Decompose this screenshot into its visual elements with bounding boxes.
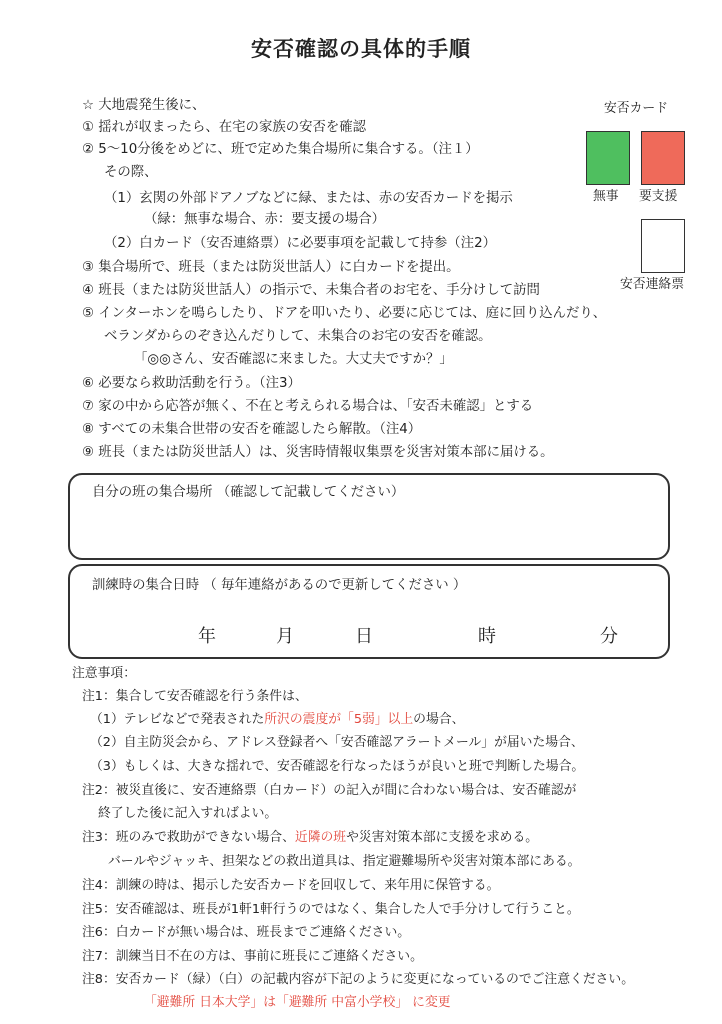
note-1-condition-1 [90, 711, 464, 728]
year-label: 年 [198, 626, 216, 647]
green-safety-card [586, 131, 630, 185]
step-4: ④ 班長（または防災世話人）の指示で、未集合者のお宅を、手分けして訪問 [82, 283, 540, 298]
minute-label: 分 [600, 626, 618, 647]
note-6: 注6：白カードが無い場合は、班長までご連絡ください。 [82, 925, 411, 940]
drill-datetime-label: 訓練時の集合日時 （ 毎年連絡があるので更新してください ） [92, 578, 467, 593]
step-8: ⑧ すべての未集合世帯の安否を確認したら解散。（注4） [82, 422, 422, 437]
note-4: 注4：訓練の時は、掲示した安否カードを回収して、来年用に保管する。 [82, 878, 500, 893]
red-card-label: 要支援 [639, 189, 678, 204]
month-label: 月 [276, 626, 294, 647]
white-contact-card [641, 219, 685, 273]
note-3 [82, 829, 538, 846]
note-1-condition-1-text: （1）テレビなどで発表された [90, 712, 265, 727]
step-5-cont: ベランダからのぞき込んだりして、未集合のお宅の安否を確認。 [104, 329, 492, 344]
note-2: 注2：被災直後に、安否連絡票（白カード）の記入が間に合わない場合は、安否確認が [82, 783, 577, 798]
step-1: ① 揺れが収まったら、在宅の家族の安否を確認 [82, 120, 367, 135]
step-7: ⑦ 家の中から応答が無く、不在と考えられる場合は、「安否未確認」とする [82, 399, 534, 414]
note-5: 注5：安否確認は、班長が1軒1軒行うのではなく、集合した人で手分けして行うこと。 [82, 902, 580, 917]
step-9: ⑨ 班長（または防災世話人）は、災害時情報収集票を災害対策本部に届ける。 [82, 445, 554, 460]
note-1-condition-2: （2）自主防災会から、アドレス登録者へ「安否確認アラートメール」が届いた場合、 [90, 735, 584, 750]
red-safety-card [641, 131, 685, 185]
step-2: ② 5～10分後をめどに、班で定めた集合場所に集合する。（注１） [82, 142, 479, 157]
note-3-cont: バールやジャッキ、担架などの救出道具は、指定避難場所や災害対策本部にある。 [108, 854, 581, 869]
note-3-text: 注3：班のみで救助ができない場合、 [82, 830, 295, 845]
meeting-place-label: 自分の班の集合場所 （確認して記載してください） [92, 485, 405, 500]
intro-line: ☆ 大地震発生後に、 [82, 98, 206, 113]
note-8: 注8：安否カード（緑）（白）の記載内容が下記のように変更になっているのでご注意ください。 [82, 972, 635, 987]
note-3-end: や災害対策本部に支援を求める。 [346, 830, 539, 845]
step-6: ⑥ 必要なら救助活動を行う。（注3） [82, 376, 301, 391]
note-1-condition-1-highlight: 所沢の震度が「5弱」以上 [264, 712, 414, 727]
step-3: ③ 集合場所で、班長（または防災世話人）に白カードを提出。 [82, 260, 460, 275]
step-2-note: その際、 [104, 165, 158, 180]
note-8-change: 「避難所 日本大学」は「避難所 中富小学校」 に変更 [144, 995, 451, 1010]
notes-heading: 注意事項： [72, 666, 136, 681]
step-5: ⑤ インターホンを鳴らしたり、ドアを叩いたり、必要に応じては、庭に回り込んだり、 [82, 306, 607, 321]
white-card-label: 安否連絡票 [620, 277, 684, 292]
hour-label: 時 [478, 626, 496, 647]
note-7: 注7：訓練当日不在の方は、事前に班長にご連絡ください。 [82, 949, 423, 964]
note-1-condition-1-end: の場合、 [413, 712, 465, 727]
legend-heading: 安否カード [604, 101, 668, 116]
note-1: 注1：集合して安否確認を行う条件は、 [82, 689, 308, 704]
note-3-highlight: 近隣の班 [294, 830, 347, 845]
green-card-label: 無事 [593, 189, 619, 204]
step-2-sub-1-detail: （緑：無事な場合、赤：要支援の場合） [144, 212, 386, 227]
note-1-condition-3: （3）もしくは、大きな揺れで、安否確認を行なったほうが良いと班で判断した場合。 [90, 759, 585, 774]
step-2-sub-1: （1）玄関の外部ドアノブなどに緑、または、赤の安否カードを掲示 [104, 191, 513, 206]
page-title: 安否確認の具体的手順 [251, 37, 471, 61]
note-2-cont: 終了した後に記入すればよい。 [98, 806, 278, 821]
step-5-quote: 「◎◎さん、安否確認に来ました。大丈夫ですか？」 [134, 352, 453, 367]
step-2-sub-2: （2）白カード（安否連絡票）に必要事項を記載して持参（注2） [104, 236, 496, 251]
day-label: 日 [355, 626, 373, 647]
